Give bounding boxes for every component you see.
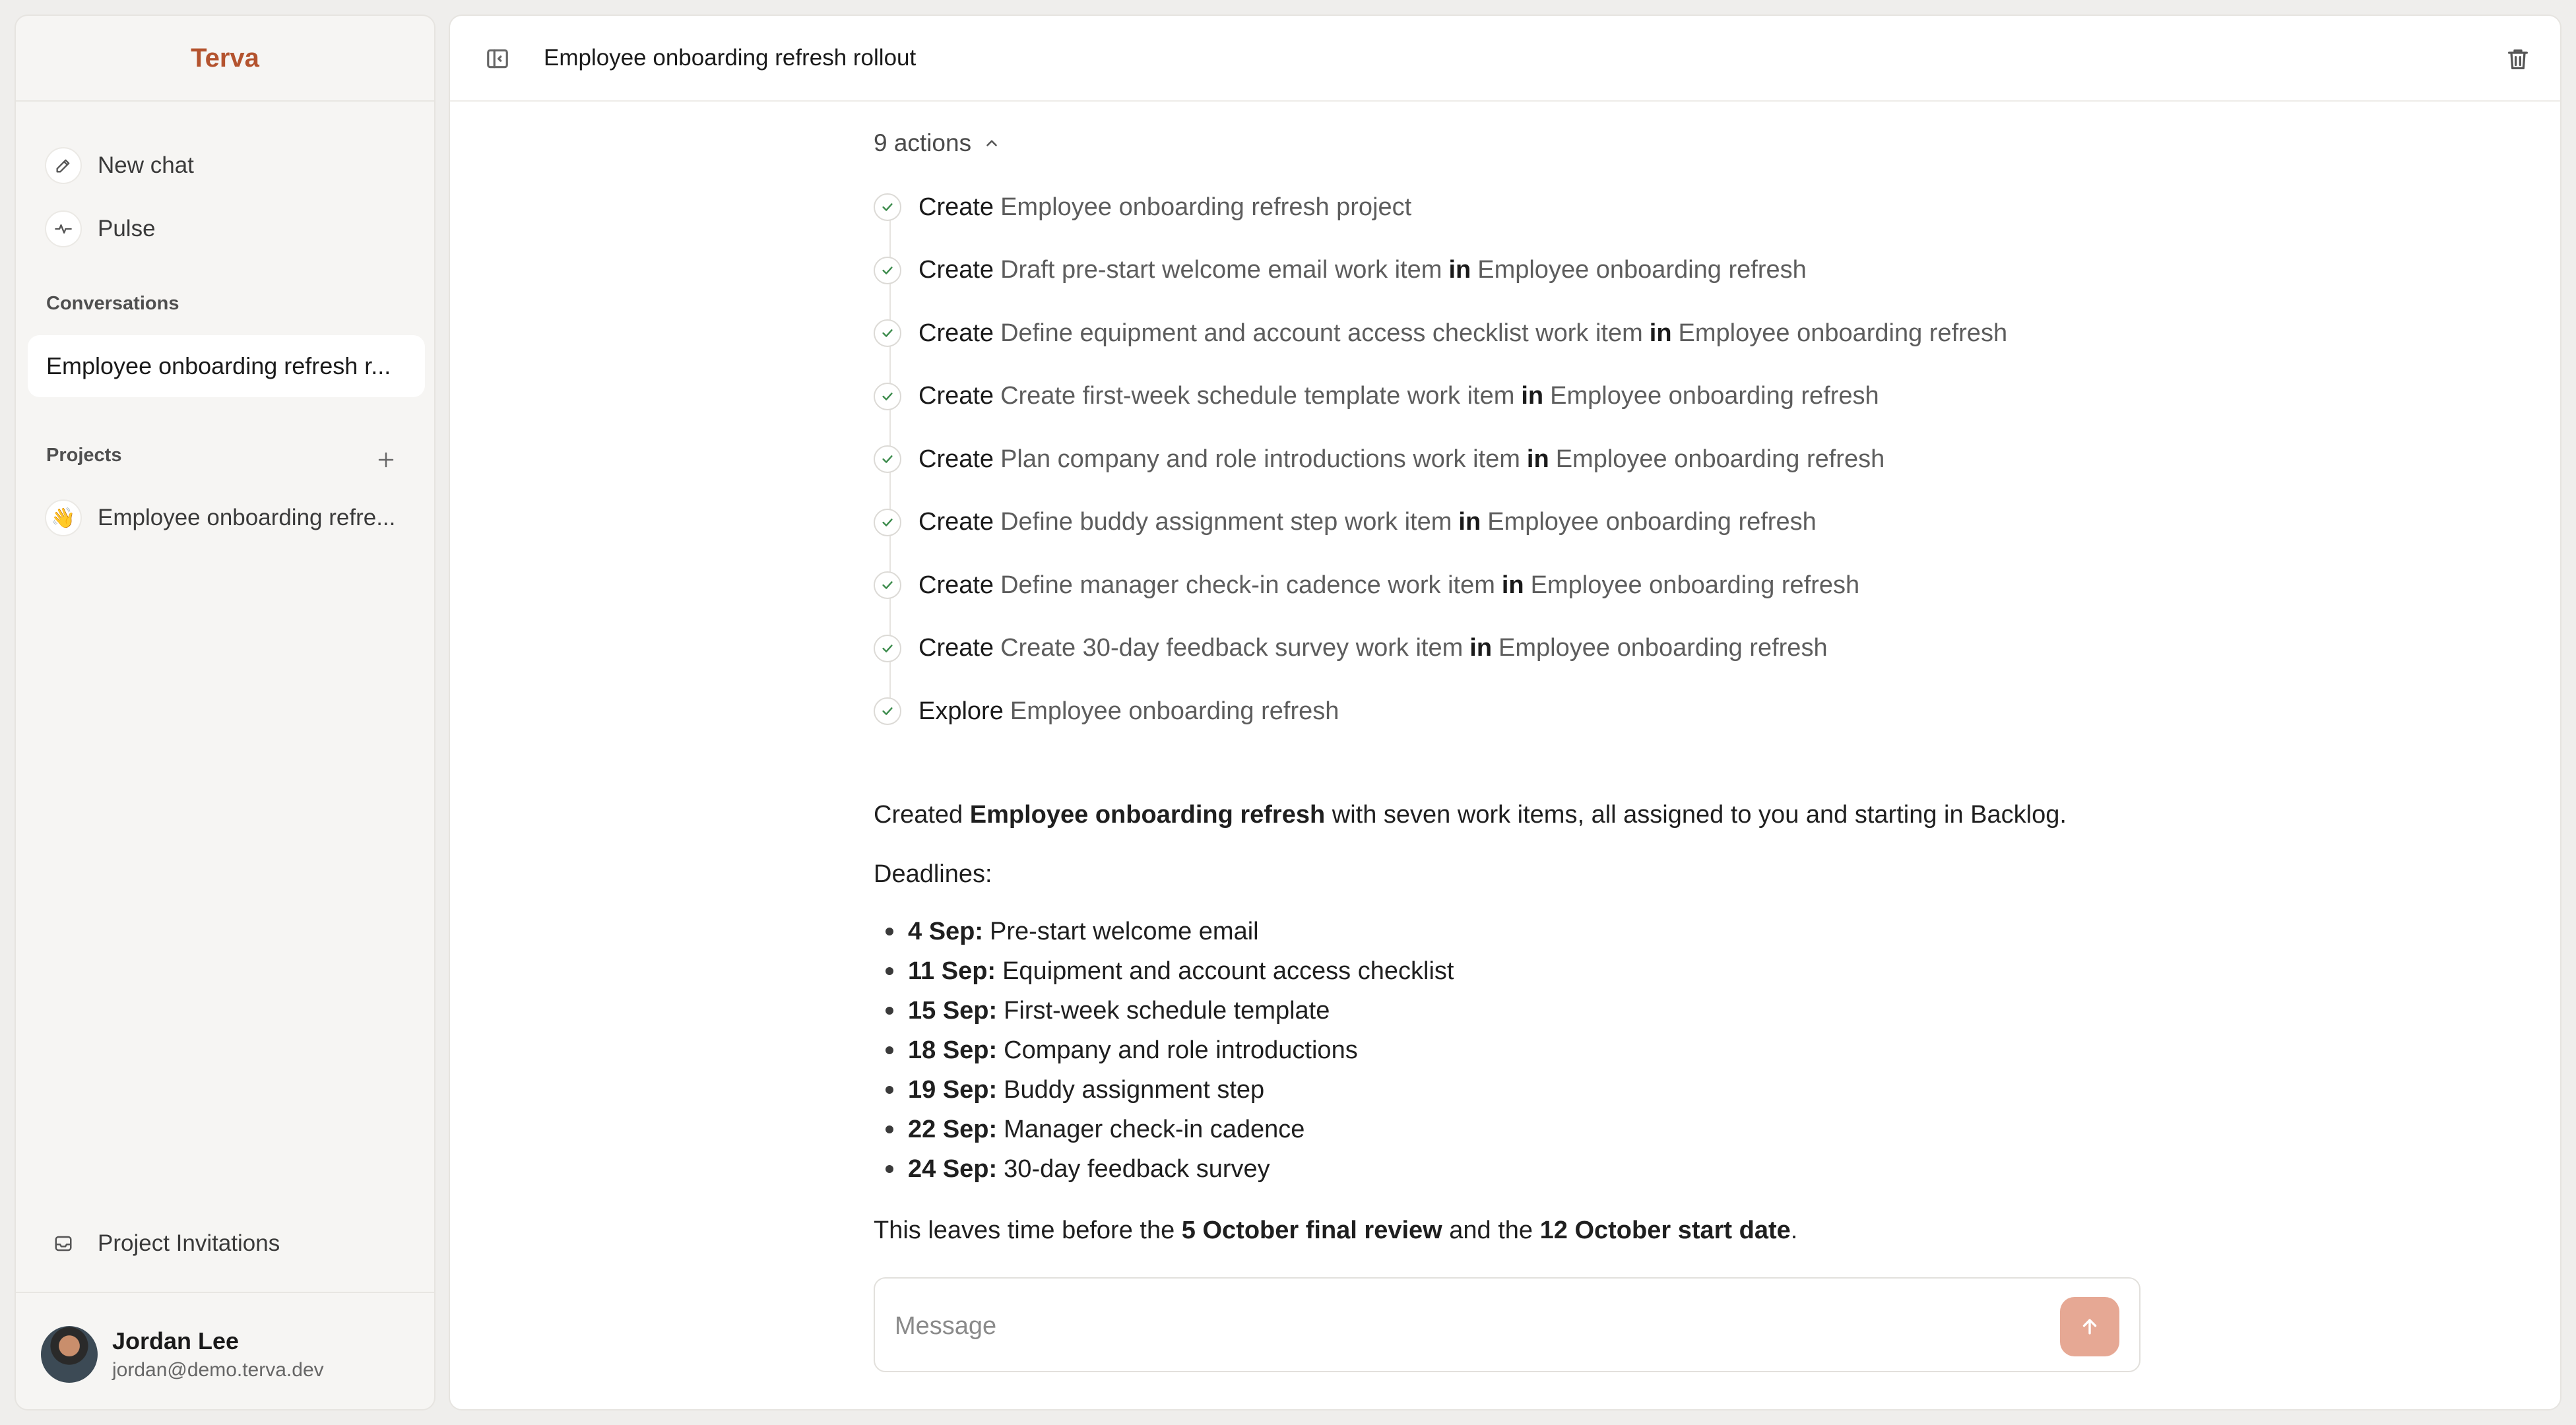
action-target: Define equipment and account access checklist work item: [1000, 319, 1643, 347]
action-verb: Create: [918, 634, 994, 662]
action-target: Employee onboarding refresh project: [1000, 193, 1412, 221]
closing-pre: This leaves time before the: [874, 1217, 1175, 1244]
summary-intro-post: with seven work items, all assigned to you and starting in Backlog.: [1332, 801, 2067, 829]
summary-intro: [874, 801, 2067, 829]
action-context: Employee onboarding refresh: [1477, 256, 1807, 284]
deadline-text: Pre-start welcome email: [990, 917, 1259, 945]
sidebar: [15, 15, 435, 1410]
deadline-item: [874, 1110, 1304, 1149]
deadline-item: [874, 991, 1330, 1030]
action-item: [874, 565, 1859, 605]
action-in-keyword: in: [1458, 508, 1481, 536]
avatar: [41, 1326, 98, 1383]
chevron-up-icon: [983, 135, 1000, 152]
projects-heading: Projects: [46, 445, 122, 466]
action-context: Employee onboarding refresh: [1678, 319, 2008, 347]
check-icon: [874, 193, 901, 221]
deadline-date: 4 Sep:: [908, 917, 984, 945]
check-icon: [874, 697, 901, 725]
deadline-date: 18 Sep:: [908, 1036, 998, 1064]
action-target: Define manager check-in cadence work item: [1000, 571, 1495, 599]
deadline-text: Buddy assignment step: [1004, 1075, 1265, 1104]
check-icon: [874, 509, 901, 536]
deadline-item: [874, 1070, 1264, 1110]
arrow-up-icon: [2078, 1315, 2101, 1338]
action-in-keyword: in: [1649, 319, 1672, 347]
message-composer: [874, 1277, 2141, 1372]
brand-logo[interactable]: Terva: [16, 16, 434, 102]
action-verb: Create: [918, 508, 994, 536]
check-icon: [874, 571, 901, 599]
action-context: Employee onboarding refresh: [1487, 508, 1817, 536]
new-chat-button[interactable]: [45, 136, 414, 195]
check-icon: [874, 445, 901, 473]
message-input[interactable]: [895, 1305, 2016, 1347]
action-item: [874, 503, 1817, 542]
bullet: [886, 967, 893, 975]
action-context: Employee onboarding refresh: [1550, 382, 1879, 410]
action-item: [874, 187, 1411, 227]
deadline-text: Company and role introductions: [1004, 1036, 1358, 1064]
deadline-text: Equipment and account access checklist: [1002, 957, 1454, 985]
topbar: [450, 16, 2560, 102]
action-verb: Create: [918, 256, 994, 284]
action-item: [874, 251, 1807, 290]
action-target: Employee onboarding refresh: [1010, 697, 1339, 725]
action-verb: Explore: [918, 697, 1004, 725]
project-item-label: Employee onboarding refre...: [98, 505, 396, 530]
action-target: Plan company and role introductions work item: [1000, 445, 1520, 473]
closing-post: .: [1790, 1217, 1798, 1244]
user-profile[interactable]: [41, 1326, 324, 1383]
action-context: Employee onboarding refresh: [1555, 445, 1885, 473]
conversations-heading: Conversations: [46, 293, 179, 314]
deadline-date: 15 Sep:: [908, 996, 998, 1025]
project-emoji: 👋: [45, 499, 82, 536]
pulse-label: Pulse: [98, 216, 156, 241]
action-in-keyword: in: [1448, 256, 1471, 284]
deadline-text: Manager check-in cadence: [1004, 1115, 1305, 1143]
action-verb: Create: [918, 382, 994, 410]
action-verb: Create: [918, 319, 994, 347]
bullet: [886, 1125, 893, 1133]
actions-count: 9 actions: [874, 129, 972, 156]
sidebar-toggle-icon[interactable]: [484, 46, 511, 71]
pulse-button[interactable]: [45, 199, 414, 259]
pencil-icon: [45, 147, 82, 184]
action-verb: Create: [918, 445, 994, 473]
add-project-button[interactable]: [370, 443, 402, 476]
closing-start-date: 12 October start date: [1539, 1217, 1791, 1244]
bullet: [886, 928, 893, 935]
deadlines-label: Deadlines:: [874, 860, 992, 888]
main-panel: [449, 15, 2561, 1410]
bullet: [886, 1165, 893, 1173]
deadline-item: [874, 1030, 1358, 1070]
action-target: Draft pre-start welcome email work item: [1000, 256, 1442, 284]
bullet: [886, 1007, 893, 1015]
action-target: Create first-week schedule template work item: [1000, 382, 1515, 410]
deadline-item: [874, 1149, 1270, 1189]
deadline-text: First-week schedule template: [1004, 996, 1330, 1025]
action-verb: Create: [918, 193, 994, 221]
action-verb: Create: [918, 571, 994, 599]
closing-mid: and the: [1449, 1217, 1533, 1244]
action-target: Define buddy assignment step work item: [1000, 508, 1452, 536]
project-invitations-button[interactable]: [45, 1214, 414, 1273]
action-in-keyword: in: [1526, 445, 1549, 473]
conversation-title: Employee onboarding refresh rollout: [544, 45, 917, 71]
action-in-keyword: in: [1501, 571, 1524, 599]
deadline-item: [874, 951, 1454, 991]
new-chat-label: New chat: [98, 152, 194, 178]
action-item: [874, 313, 2007, 353]
action-item: [874, 377, 1879, 416]
bullet: [886, 1086, 893, 1094]
action-item: [874, 629, 1828, 668]
project-item[interactable]: [45, 488, 414, 548]
deadline-date: 22 Sep:: [908, 1115, 998, 1143]
sidebar-divider: [16, 1292, 434, 1293]
action-context: Employee onboarding refresh: [1530, 571, 1860, 599]
trash-icon[interactable]: [2505, 45, 2531, 74]
bullet: [886, 1046, 893, 1054]
summary-intro-pre: Created: [874, 801, 963, 829]
plus-icon: [376, 450, 396, 470]
deadline-date: 19 Sep:: [908, 1075, 998, 1104]
action-item: [874, 439, 1884, 479]
actions-toggle[interactable]: [874, 129, 1000, 157]
conversation-item-label: Employee onboarding refresh r...: [46, 352, 391, 379]
closing-final-review: 5 October final review: [1181, 1217, 1442, 1244]
action-context: Employee onboarding refresh: [1498, 634, 1828, 662]
check-icon: [874, 383, 901, 410]
summary-closing: [874, 1217, 1797, 1245]
action-item: [874, 691, 1339, 731]
project-invitations-label: Project Invitations: [98, 1230, 280, 1256]
user-email: jordan@demo.terva.dev: [112, 1359, 324, 1381]
pulse-icon: [45, 210, 82, 247]
user-name: Jordan Lee: [112, 1327, 240, 1354]
check-icon: [874, 257, 901, 284]
conversation-item-active[interactable]: [28, 335, 425, 397]
send-button[interactable]: [2060, 1297, 2119, 1356]
inbox-icon: [45, 1225, 82, 1262]
deadline-text: 30-day feedback survey: [1004, 1155, 1270, 1183]
action-in-keyword: in: [1521, 382, 1544, 410]
deadline-date: 11 Sep:: [908, 957, 996, 985]
summary-intro-bold: Employee onboarding refresh: [969, 801, 1326, 829]
check-icon: [874, 635, 901, 662]
deadline-item: [874, 912, 1259, 951]
check-icon: [874, 319, 901, 347]
deadline-date: 24 Sep:: [908, 1155, 998, 1183]
action-target: Create 30-day feedback survey work item: [1000, 634, 1464, 662]
action-in-keyword: in: [1469, 634, 1493, 662]
